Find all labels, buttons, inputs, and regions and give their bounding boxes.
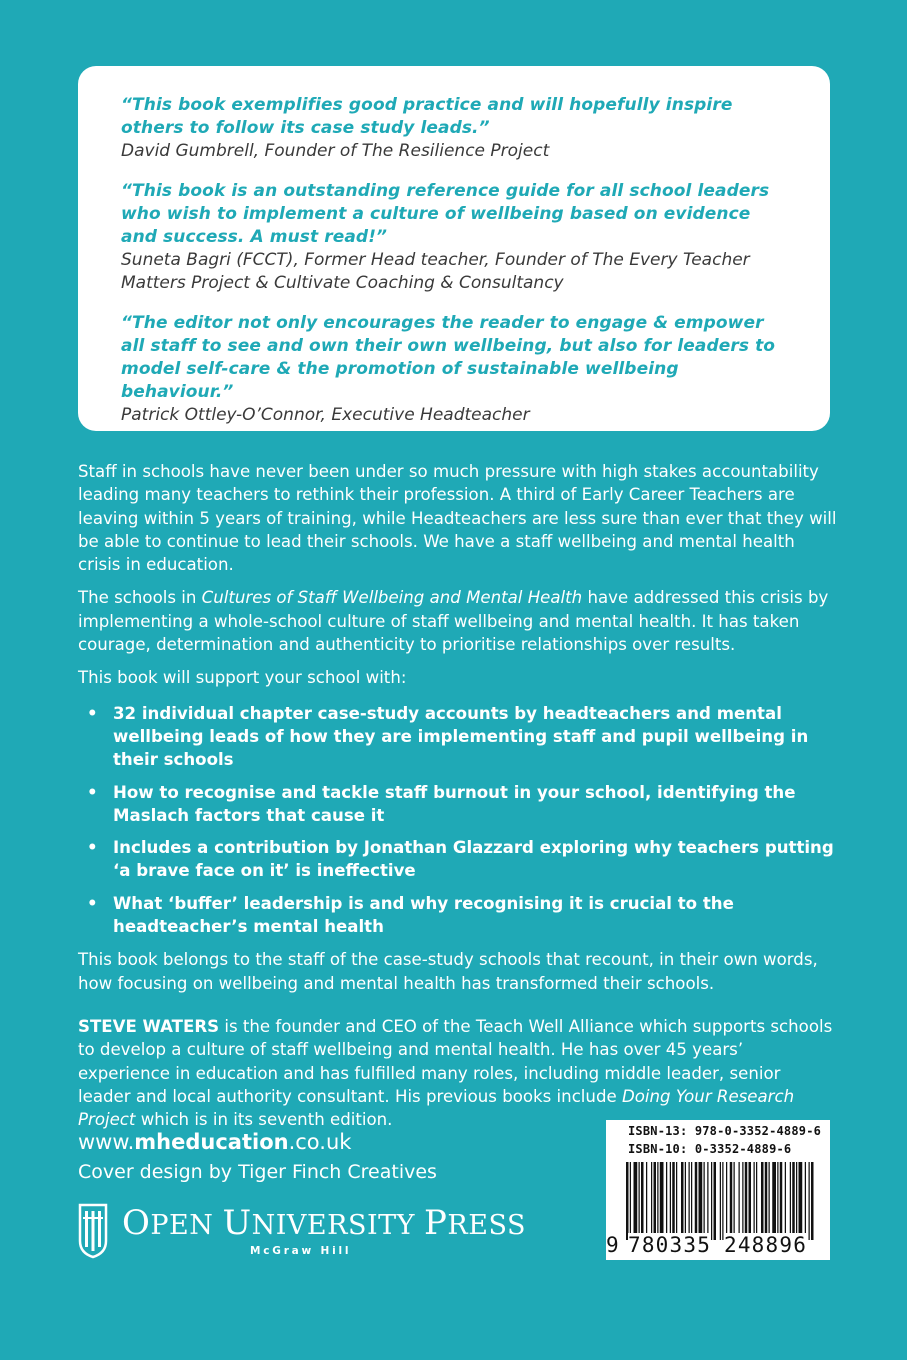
endorsement-2 xyxy=(121,180,800,295)
barcode-bar xyxy=(769,1162,770,1240)
endorsements-box xyxy=(78,66,830,431)
text-span: www. xyxy=(78,1130,135,1154)
shield-icon xyxy=(78,1203,108,1259)
barcode-bar xyxy=(639,1162,640,1240)
barcode-bar xyxy=(734,1162,735,1240)
text-span: P xyxy=(424,1203,448,1243)
barcode-bar xyxy=(657,1162,658,1240)
barcode-bar xyxy=(772,1162,776,1240)
list-item-text: Includes a contribution by Jonathan Glazzard exploring why teachers putting ‘a brave face on it’ is ineffective xyxy=(113,838,834,881)
barcode-bar xyxy=(777,1162,778,1240)
barcode-bar xyxy=(666,1162,667,1240)
barcode-bar xyxy=(641,1162,644,1240)
endorsement-3 xyxy=(121,312,800,427)
text-span: NIVERSITY xyxy=(251,1210,425,1241)
list-item-text: 32 individual chapter case-study accounts by headteachers and mental wellbeing leads of how they are implementing staff and pupil wellbeing in their schools xyxy=(113,703,809,770)
bullet-icon: • xyxy=(87,703,98,723)
barcode-bar xyxy=(790,1162,791,1240)
barcode-bar xyxy=(745,1162,748,1240)
barcode-bar xyxy=(754,1162,755,1240)
barcode-bar xyxy=(672,1162,675,1240)
barcode-icon xyxy=(618,1162,818,1240)
endorsement-quote: “The editor not only encourages the reader to engage & empower all staff to see and own their own wellbeing, but also for leaders to model self-care & the promotion of sustainable wellbeing behaviour.” xyxy=(121,313,776,402)
endorsement-1 xyxy=(121,94,800,163)
author-name: STEVE WATERS xyxy=(78,1016,220,1036)
blurb-paragraph: This book belongs to the staff of the case-study schools that recount, in their own words, how focusing on wellbeing and mental health has transformed their schools. xyxy=(78,950,818,993)
barcode-bar xyxy=(685,1162,686,1240)
feature-list xyxy=(78,702,838,939)
text-span: which is in its seventh edition. xyxy=(135,1110,393,1130)
barcode-bar xyxy=(711,1162,712,1240)
text-span: The schools in xyxy=(78,588,202,608)
endorsement-attribution: David Gumbrell, Founder of The Resilience Project xyxy=(121,141,550,161)
barcode-bar xyxy=(630,1162,631,1240)
publisher-name xyxy=(122,1203,526,1246)
barcode-bar xyxy=(739,1162,740,1240)
bullet-icon: • xyxy=(87,893,98,913)
barcode-bar xyxy=(780,1162,783,1240)
barcode-bar xyxy=(646,1162,647,1240)
blurb-paragraph xyxy=(78,586,838,656)
barcode-bar xyxy=(799,1162,803,1240)
barcode-bar xyxy=(792,1162,795,1240)
barcode-bar xyxy=(681,1162,684,1240)
text-span: U xyxy=(222,1203,252,1243)
blurb xyxy=(78,460,838,1141)
list-item-text: How to recognise and tackle staff burnout in your school, identifying the Maslach factors that cause it xyxy=(113,782,796,825)
text-span: RESS xyxy=(447,1210,526,1241)
text-span: .co.uk xyxy=(288,1130,352,1154)
barcode-bar xyxy=(811,1162,814,1240)
text-span: PEN xyxy=(150,1210,223,1241)
barcode-bar xyxy=(722,1162,723,1240)
endorsement-attribution: Suneta Bagri (FCCT), Former Head teacher, Founder of The Every Teacher Matters Project & Cultivate Coaching & Consultancy xyxy=(121,250,750,293)
barcode-bar xyxy=(676,1162,677,1240)
endorsement-quote: “This book is an outstanding reference guide for all school leaders who wish to implement a culture of wellbeing based on evidence and success. A must read!” xyxy=(121,181,770,247)
isbn-10: ISBN-10: 0-3352-4889-6 xyxy=(628,1142,792,1156)
barcode-bar xyxy=(670,1162,671,1240)
barcode-bar xyxy=(785,1162,786,1240)
barcode-bar xyxy=(654,1162,657,1240)
endorsement-attribution: Patrick Ottley-O’Connor, Executive Headteacher xyxy=(121,405,530,425)
blurb-paragraph: Staff in schools have never been under so much pressure with high stakes accountability leading many teachers to rethink their profession. A third of Early Career Teachers are leaving within 5 years of training, while Headteachers are less sure than ever that they will be able to continue to lead their schools. We have a staff wellbeing and mental health crisis in education. xyxy=(78,462,837,575)
author-previous-book: Doing Your Research Project xyxy=(78,1086,795,1130)
list-item xyxy=(78,702,838,772)
barcode-bar xyxy=(714,1162,717,1240)
barcode-bar xyxy=(704,1162,705,1240)
barcode-bar xyxy=(761,1162,764,1240)
list-item xyxy=(78,836,838,883)
blurb-paragraph: This book will support your school with: xyxy=(78,668,407,688)
cover-credit: Cover design by Tiger Finch Creatives xyxy=(78,1161,437,1183)
barcode-bar xyxy=(809,1162,810,1240)
bullet-icon: • xyxy=(87,782,98,802)
bullet-icon: • xyxy=(87,838,98,858)
author-bio xyxy=(78,1015,838,1131)
barcode-bar xyxy=(730,1162,733,1240)
barcode-bar xyxy=(756,1162,757,1240)
list-item xyxy=(78,892,838,939)
barcode-bar xyxy=(699,1162,703,1240)
barcode-bar xyxy=(651,1162,652,1240)
text-span: is the founder and CEO of the Teach Well Alliance which supports schools to develop a culture of staff wellbeing and mental health. He has over 45 years’ experience in education and has fulfilled many roles, including middle leader, senior leader and local authority consultant. His previous books include xyxy=(78,1016,833,1106)
text-span: O xyxy=(122,1203,151,1243)
list-item xyxy=(78,781,838,828)
barcode-bar xyxy=(720,1162,721,1240)
text-span: 248896 xyxy=(724,1233,808,1257)
barcode-bar xyxy=(805,1162,806,1240)
barcode-bar xyxy=(660,1162,664,1240)
text-span: 9 xyxy=(606,1233,620,1257)
barcode-bar xyxy=(689,1162,690,1240)
barcode-bar xyxy=(726,1162,727,1240)
list-item-text: What ‘buffer’ leadership is and why recognising it is crucial to the headteacher’s mental health xyxy=(113,893,734,937)
isbn-13: ISBN-13: 978-0-3352-4889-6 xyxy=(628,1124,822,1138)
barcode-bar xyxy=(634,1162,638,1240)
endorsement-quote: “This book exemplifies good practice and will hopefully inspire others to follow its case study leads.” xyxy=(121,95,733,138)
barcode-bar xyxy=(707,1162,708,1240)
text-span: 780335 xyxy=(628,1233,712,1257)
barcode-bar xyxy=(742,1162,743,1240)
barcode-bar xyxy=(695,1162,698,1240)
text-span: have addressed this crisis by implementing a whole-school culture of staff wellbeing and mental health. It has taken courage, determination and authenticity to prioritise relationships over results. xyxy=(78,588,829,655)
publisher-subtitle: McGraw Hill xyxy=(250,1245,352,1257)
barcode-bar xyxy=(749,1162,752,1240)
barcode-bar xyxy=(626,1162,629,1240)
barcode-bar xyxy=(691,1162,692,1240)
barcode-bar xyxy=(796,1162,797,1240)
text-span: mheducation xyxy=(134,1130,289,1154)
book-title: Cultures of Staff Wellbeing and Mental Health xyxy=(201,588,583,608)
barcode-panel xyxy=(606,1120,830,1260)
barcode-bar xyxy=(765,1162,768,1240)
publisher-website[interactable] xyxy=(78,1128,351,1156)
